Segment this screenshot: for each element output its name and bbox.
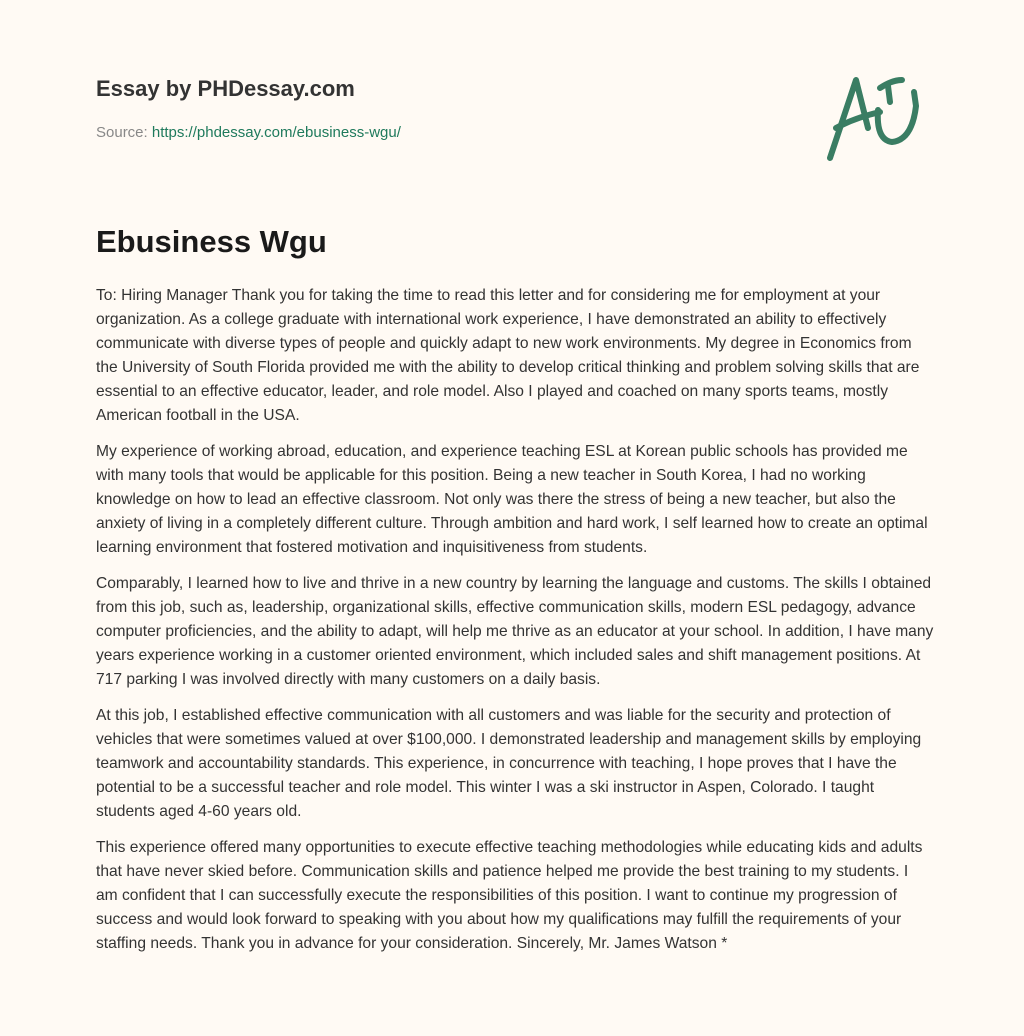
a-plus-logo-icon	[820, 68, 930, 164]
site-brand: Essay by PHDessay.com	[96, 76, 355, 101]
essay-paragraph: Comparably, I learned how to live and thrive in a new country by learning the language and customs. The skills I obtained from this job, such as, leadership, organizational skills, effective communication skills, modern ESL pedagogy, advance computer proficiencies, and the ability to adapt, will help me thrive as an educator at your school. In addition, I have many years experience working in a customer oriented environment, which included sales and shift management positions. At 717 parking I was involved directly with many customers on a daily basis.	[96, 575, 934, 688]
essay-paragraph: At this job, I established effective communication with all customers and was liable for the security and protection of vehicles that were sometimes valued at over $100,000. I demonstrated leadership and management skills by employing teamwork and accountability standards. This experience, in concurrence with teaching, I hope proves that I have the potential to be a successful teacher and role model. This winter I was a ski instructor in Aspen, Colorado. I taught students aged 4-60 years old.	[96, 707, 922, 820]
essay-paragraph: My experience of working abroad, education, and experience teaching ESL at Korean public schools has provided me with many tools that would be applicable for this position. Being a new teacher in South Korea, I had no working knowledge on how to lead an effective classroom. Not only was there the stress of being a new teacher, but also the anxiety of living in a completely different culture. Through ambition and hard work, I self learned how to create an optimal learning environment that fostered motivation and inquisitiveness from students.	[96, 443, 928, 556]
essay-body	[96, 284, 934, 968]
essay-paragraph: To: Hiring Manager Thank you for taking the time to read this letter and for considering me for employment at your organization. As a college graduate with international work experience, I have demonstrated an ability to effectively communicate with diverse types of people and quickly adapt to new work environments. My degree in Economics from the University of South Florida provided me with the ability to develop critical thinking and problem solving skills that are essential to an effective educator, leader, and role model. Also I played and coached on many sports teams, mostly American football in the USA.	[96, 287, 920, 424]
essay-title: Ebusiness Wgu	[96, 224, 327, 259]
source-line	[96, 124, 401, 141]
essay-paragraph: This experience offered many opportunities to execute effective teaching methodologies while educating kids and adults that have never skied before. Communication skills and patience helped me provide the best training to my students. I am confident that I can successfully execute the responsibilities of this position. I want to continue my progression of success and would look forward to speaking with you about how my qualifications may fulfill the requirements of your staffing needs. Thank you in advance for your consideration. Sincerely, Mr. James Watson *	[96, 839, 923, 952]
source-label: Source:	[96, 124, 148, 141]
source-link[interactable]: https://phdessay.com/ebusiness-wgu/	[151, 124, 401, 141]
